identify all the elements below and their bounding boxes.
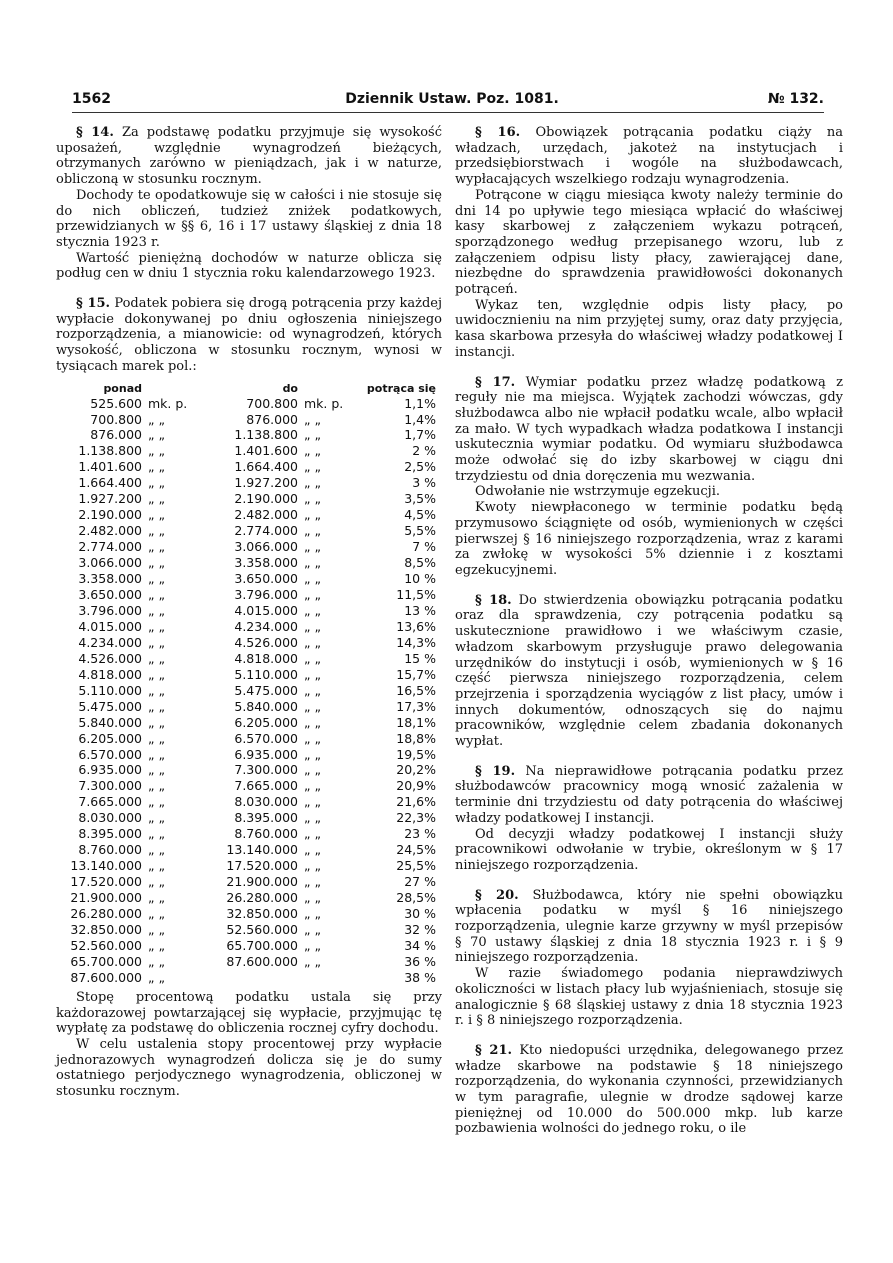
cell-unit: „ „ — [148, 427, 165, 443]
cell-from: 4.234.000 — [78, 634, 142, 650]
section-16-paragraph-2: Potrącone w ciągu miesiąca kwoty należy terminie do dni 14 po upływie tego miesiąca wpłacić do właściwej kasy skarbowej z załączeniem wykazu potrąceń, sporządzonego według przepisanego wzoru, lub z załączeniem odpisu listy płacy, zawierającej dane, niezbędne do sprawdzenia prawidłowości dokonanych potrąceń. — [455, 187, 843, 298]
cell-rate: 2,5% — [404, 459, 436, 475]
cell-from: 3.650.000 — [78, 586, 142, 602]
cell-rate: 8,5% — [404, 555, 436, 571]
table-row — [56, 922, 442, 938]
cell-from: 3.358.000 — [78, 571, 142, 587]
column-header-rate: potrąca się — [366, 381, 436, 395]
cell-rate: 38 % — [404, 969, 436, 985]
cell-rate: 34 % — [404, 937, 436, 953]
cell-unit: „ „ — [148, 634, 165, 650]
table-row — [56, 794, 442, 810]
cell-from: 1.138.800 — [78, 443, 142, 459]
cell-unit: „ „ — [148, 459, 165, 475]
table-row — [56, 539, 442, 555]
cell-from: 21.900.000 — [70, 890, 142, 906]
cell-rate: 16,5% — [396, 682, 436, 698]
cell-unit: „ „ — [148, 794, 165, 810]
cell-to: 1.401.600 — [234, 443, 298, 459]
cell-unit: „ „ — [304, 443, 321, 459]
cell-from: 8.030.000 — [78, 810, 142, 826]
cell-unit: „ „ — [304, 778, 321, 794]
cell-to: 13.140.000 — [226, 842, 298, 858]
cell-unit: „ „ — [304, 953, 321, 969]
cell-to: 8.760.000 — [234, 826, 298, 842]
cell-rate: 4,5% — [404, 507, 436, 523]
page-number: 1562 — [72, 91, 111, 107]
table-row — [56, 826, 442, 842]
cell-rate: 5,5% — [404, 523, 436, 539]
cell-unit: „ „ — [304, 874, 321, 890]
table-row — [56, 842, 442, 858]
cell-rate: 15,7% — [396, 666, 436, 682]
section-19-paragraph-2: Od decyzji władzy podatkowej I instancji służy pracownikowi odwołanie w trybie, określonym w § 17 niniejszego rozporządzenia. — [455, 826, 843, 873]
cell-from: 26.280.000 — [70, 906, 142, 922]
left-column — [56, 125, 442, 1100]
cell-from: 8.395.000 — [78, 826, 142, 842]
table-row — [56, 715, 442, 731]
cell-unit: „ „ — [148, 874, 165, 890]
cell-unit: „ „ — [148, 842, 165, 858]
table-row — [56, 747, 442, 763]
table-row — [56, 427, 442, 443]
cell-unit: „ „ — [304, 810, 321, 826]
cell-to: 3.066.000 — [234, 539, 298, 555]
table-row — [56, 762, 442, 778]
cell-unit: „ „ — [148, 411, 165, 427]
cell-rate: 21,6% — [396, 794, 436, 810]
cell-unit: „ „ — [304, 842, 321, 858]
cell-from: 5.840.000 — [78, 714, 142, 730]
cell-unit: „ „ — [148, 523, 165, 539]
section-14-paragraph-1: § 14. Za podstawę podatku przyjmuje się wysokość uposażeń, względnie wynagrodzeń bieżących, otrzymanych zarówno w pieniądzach, jak i w naturze, obliczoną w stosunku rocznym. — [56, 125, 442, 188]
section-14-paragraph-3: Wartość pieniężną dochodów w naturze oblicza się podług cen w dniu 1 stycznia roku kalendarzowego 1923. — [56, 250, 442, 282]
section-16-paragraph-1: § 16. Obowiązek potrącania podatku ciąży na władzach, urzędach, jakoteż na instytucjach i przedsiębiorstwach i wogóle na służbodawcach, wypłacających wszelkiego rodzaju wynagrodzenia. — [455, 125, 843, 188]
cell-to: 6.205.000 — [234, 714, 298, 730]
section-20-paragraph-1: § 20. Służbodawca, który nie spełni obowiązku wpłacenia podatku w myśl § 16 niniejszego rozporządzenia, ulegnie karze grzywny w myśl przepisów § 70 ustawy śląskiej z dnia 18 stycznia 1923 r. i § 9 niniejszego rozporządzenia. — [455, 887, 843, 966]
cell-rate: 36 % — [404, 953, 436, 969]
cell-to: 8.030.000 — [234, 794, 298, 810]
cell-to: 2.190.000 — [234, 491, 298, 507]
cell-rate: 20,2% — [396, 762, 436, 778]
table-row — [56, 603, 442, 619]
cell-unit: „ „ — [148, 922, 165, 937]
cell-rate: 10 % — [404, 571, 436, 587]
cell-unit: „ „ — [304, 794, 321, 810]
cell-from: 4.818.000 — [78, 666, 142, 682]
cell-unit: „ „ — [148, 778, 165, 794]
cell-to: 876.000 — [246, 411, 298, 427]
cell-rate: 2 % — [412, 443, 436, 459]
cell-unit: „ „ — [304, 922, 321, 937]
cell-from: 5.475.000 — [78, 698, 142, 714]
section-15-paragraph-3: W celu ustalenia stopy procentowej przy wypłacie jednorazowych wynagrodzeń dolicza się je do sumy ostatniego perjodycznego wynagrodzenia, obliczonej w stosunku rocznym. — [56, 1036, 442, 1100]
table-row — [56, 858, 442, 874]
column-header-from: ponad — [103, 381, 142, 395]
cell-to: 1.138.800 — [234, 427, 298, 443]
section-18-heading: § 18. — [475, 592, 512, 608]
tax-rate-table-body — [56, 396, 442, 986]
cell-rate: 30 % — [404, 906, 436, 922]
section-17-heading: § 17. — [475, 374, 516, 390]
table-row — [56, 810, 442, 826]
cell-unit: „ „ — [148, 443, 165, 459]
cell-from: 1.401.600 — [78, 459, 142, 475]
cell-unit: „ „ — [148, 906, 165, 922]
section-14-heading: § 14. — [76, 125, 114, 140]
table-row — [56, 523, 442, 539]
cell-to: 3.650.000 — [234, 571, 298, 587]
table-row — [56, 683, 442, 699]
table-row — [56, 507, 442, 523]
cell-unit: „ „ — [148, 555, 165, 571]
cell-unit: „ „ — [304, 937, 321, 953]
cell-from: 876.000 — [90, 427, 142, 443]
cell-from: 3.796.000 — [78, 602, 142, 618]
cell-rate: 32 % — [404, 922, 436, 937]
cell-unit: „ „ — [148, 730, 165, 746]
cell-rate: 15 % — [404, 650, 436, 666]
table-row — [56, 475, 442, 491]
cell-from: 7.665.000 — [78, 794, 142, 810]
cell-from: 8.760.000 — [78, 842, 142, 858]
section-19-paragraph-1: § 19. Na nieprawidłowe potrącania podatku przez służbodawców pracownicy mogą wnosić zażalenia w terminie dni trzydziestu od daty potrącenia do właściwej władzy podatkowej I instancji. — [455, 763, 843, 826]
cell-unit: „ „ — [304, 539, 321, 555]
cell-unit: „ „ — [148, 475, 165, 491]
cell-from: 3.066.000 — [78, 555, 142, 571]
cell-from: 2.774.000 — [78, 539, 142, 555]
table-row — [56, 396, 442, 412]
table-row — [56, 587, 442, 603]
cell-to: 6.935.000 — [234, 746, 298, 762]
table-row — [56, 412, 442, 428]
cell-unit: „ „ — [148, 650, 165, 666]
cell-from: 2.190.000 — [78, 507, 142, 523]
cell-rate: 1,4% — [404, 411, 436, 427]
cell-unit: „ „ — [304, 523, 321, 539]
table-row — [56, 699, 442, 715]
issue-number: № 132. — [767, 91, 824, 107]
cell-unit: „ „ — [148, 618, 165, 634]
cell-from: 6.205.000 — [78, 730, 142, 746]
table-row — [56, 954, 442, 970]
cell-from: 1.664.400 — [78, 475, 142, 491]
table-row — [56, 890, 442, 906]
section-16-heading: § 16. — [475, 125, 521, 140]
table-row — [56, 651, 442, 667]
cell-rate: 14,3% — [396, 634, 436, 650]
cell-unit: „ „ — [304, 634, 321, 650]
page-header — [72, 88, 824, 113]
cell-to: 32.850.000 — [226, 906, 298, 922]
section-15-paragraph-1: § 15. Podatek pobiera się drogą potrącenia przy każdej wypłacie dokonywanej po dniu ogłoszenia niniejszego rozporządzenia, a mianowicie: od wynagrodzeń, których wysokość, obliczona w stosunku rocznym, wynosi w tysiącach marek pol.: — [56, 296, 443, 374]
cell-from: 7.300.000 — [78, 778, 142, 794]
cell-to: 2.482.000 — [234, 507, 298, 523]
tax-rate-table — [56, 381, 442, 986]
cell-from: 17.520.000 — [70, 874, 142, 890]
table-header-row — [56, 381, 442, 396]
cell-unit: „ „ — [304, 618, 321, 634]
cell-unit: „ „ — [304, 858, 321, 874]
cell-to: 4.234.000 — [234, 618, 298, 634]
cell-to: 21.900.000 — [226, 874, 298, 890]
table-row — [56, 635, 442, 651]
cell-unit: „ „ — [304, 411, 321, 427]
cell-from: 65.700.000 — [70, 953, 142, 969]
cell-from: 13.140.000 — [70, 858, 142, 874]
cell-unit: „ „ — [304, 730, 321, 746]
cell-unit: „ „ — [304, 650, 321, 666]
cell-unit: „ „ — [148, 507, 165, 523]
cell-unit: „ „ — [304, 826, 321, 842]
cell-rate: 24,5% — [396, 842, 436, 858]
cell-from: 4.526.000 — [78, 650, 142, 666]
cell-to: 4.015.000 — [234, 602, 298, 618]
table-row — [56, 619, 442, 635]
cell-unit: „ „ — [304, 586, 321, 602]
cell-from: 1.927.200 — [78, 491, 142, 507]
section-16-paragraph-3: Wykaz ten, względnie odpis listy płacy, po uwidocznieniu na nim przyjętej sumy, oraz daty przyjęcia, kasa skarbowa przesyła do właściwej władzy podatkowej I instancji. — [455, 297, 843, 360]
cell-unit: „ „ — [148, 571, 165, 587]
cell-rate: 18,8% — [396, 730, 436, 746]
section-21-heading: § 21. — [475, 1042, 513, 1058]
cell-to: 1.664.400 — [234, 459, 298, 475]
cell-rate: 22,3% — [396, 810, 436, 826]
table-row — [56, 731, 442, 747]
cell-from: 5.110.000 — [78, 682, 142, 698]
cell-to: 8.395.000 — [234, 810, 298, 826]
cell-unit: „ „ — [304, 906, 321, 922]
cell-from: 32.850.000 — [70, 922, 142, 937]
cell-rate: 3 % — [412, 475, 436, 491]
cell-unit: „ „ — [304, 475, 321, 491]
cell-from: 700.800 — [90, 411, 142, 427]
cell-unit: „ „ — [148, 698, 165, 714]
cell-to: 5.475.000 — [234, 682, 298, 698]
cell-unit: „ „ — [148, 810, 165, 826]
cell-unit: „ „ — [304, 555, 321, 571]
column-header-to: do — [282, 381, 298, 395]
cell-unit: „ „ — [304, 746, 321, 762]
cell-from: 52.560.000 — [70, 937, 142, 953]
cell-to: 4.818.000 — [234, 650, 298, 666]
cell-unit: „ „ — [148, 746, 165, 762]
cell-from: 6.570.000 — [78, 746, 142, 762]
section-17-paragraph-2: Odwołanie nie wstrzymuje egzekucji. — [475, 484, 721, 500]
cell-unit: „ „ — [304, 427, 321, 443]
cell-from: 525.600 — [90, 395, 142, 411]
cell-to: 5.110.000 — [234, 666, 298, 682]
section-20-heading: § 20. — [475, 887, 519, 903]
cell-unit: „ „ — [304, 762, 321, 778]
cell-unit: „ „ — [148, 682, 165, 698]
cell-unit: „ „ — [148, 714, 165, 730]
table-row — [56, 555, 442, 571]
section-14-paragraph-2: Dochody te opodatkowuje się w całości i nie stosuje się do nich obliczeń, tudzież zniżek podatkowych, przewidzianych w §§ 6, 16 i 17 ustawy śląskiej z dnia 18 stycznia 1923 r. — [56, 187, 442, 250]
cell-rate: 1,1% — [404, 395, 436, 411]
cell-to: 7.665.000 — [234, 778, 298, 794]
cell-unit: „ „ — [304, 602, 321, 618]
cell-to: 2.774.000 — [234, 523, 298, 539]
section-15-heading: § 15. — [76, 296, 111, 312]
section-19-heading: § 19. — [475, 763, 516, 779]
cell-unit: „ „ — [148, 953, 165, 969]
cell-from: 4.015.000 — [78, 618, 142, 634]
cell-unit: „ „ — [304, 698, 321, 714]
cell-unit: „ „ — [148, 762, 165, 778]
cell-rate: 13 % — [404, 602, 436, 618]
cell-rate: 3,5% — [404, 491, 436, 507]
cell-from: 6.935.000 — [78, 762, 142, 778]
cell-unit: „ „ — [148, 826, 165, 842]
cell-to: 52.560.000 — [226, 922, 298, 937]
cell-unit: „ „ — [304, 714, 321, 730]
cell-unit — [298, 970, 352, 986]
cell-rate: 18,1% — [396, 714, 436, 730]
cell-rate: 20,9% — [396, 778, 436, 794]
cell-rate: 1,7% — [404, 427, 436, 443]
cell-to: 3.796.000 — [234, 586, 298, 602]
cell-unit: „ „ — [148, 602, 165, 618]
cell-to: 3.358.000 — [234, 555, 298, 571]
cell-unit: „ „ — [304, 682, 321, 698]
table-row — [56, 938, 442, 954]
table-row — [56, 874, 442, 890]
cell-to — [202, 970, 298, 986]
cell-unit: „ „ — [148, 890, 165, 906]
table-row — [56, 571, 442, 587]
cell-unit: „ „ — [148, 969, 165, 985]
cell-unit: „ „ — [304, 666, 321, 682]
cell-to: 700.800 — [246, 395, 298, 411]
cell-to: 87.600.000 — [226, 953, 298, 969]
cell-to: 6.570.000 — [234, 730, 298, 746]
cell-rate: 19,5% — [396, 746, 436, 762]
cell-to: 5.840.000 — [234, 698, 298, 714]
cell-rate: 7 % — [412, 539, 436, 555]
cell-unit: „ „ — [304, 459, 321, 475]
cell-unit: „ „ — [304, 571, 321, 587]
section-18-paragraph-1: § 18. Do stwierdzenia obowiązku potrącania podatku oraz dla sprawdzenia, czy potrącenia podatku są uskutecznione prawidłowo i we właściwym czasie, władzom skarbowym przysługuje prawo delegowania urzędników do instytucji i osób, wymienionych w § 16 część pierwsza niniejszego rozporządzenia, celem przejrzenia i sporządzenia wyciągów z list płacy, umów i innych dokumentów, odnoszących się do najmu pracowników, względnie celem zbadania dokonanych wypłat. — [455, 592, 843, 750]
section-17-paragraph-3: Kwoty niewpłaconego w terminie podatku będą przymusowo ściągnięte od osób, wymienionych w części pierwszej § 16 niniejszego rozporządzenia, wraz z karami za zwłokę w wysokości 5% dziennie i z kosztami egzekucyjnemi. — [455, 500, 843, 578]
cell-to: 7.300.000 — [234, 762, 298, 778]
cell-unit: mk. p. — [148, 395, 188, 411]
table-row — [56, 667, 442, 683]
table-row — [56, 443, 442, 459]
cell-rate: 17,3% — [396, 698, 436, 714]
cell-unit: „ „ — [148, 586, 165, 602]
right-column — [455, 125, 843, 1137]
journal-title: Dziennik Ustaw. Poz. 1081. — [345, 91, 559, 107]
cell-from: 2.482.000 — [78, 523, 142, 539]
cell-unit: „ „ — [304, 890, 321, 906]
section-21-paragraph-1: § 21. Kto niedopuści urzędnika, delegowanego przez władze skarbowe na podstawie § 18 niniejszego rozporządzenia, do wykonania czynności, przewidzianych w tym paragrafie, ulegnie w drodze sądowej karze pieniężnej od 10.000 do 500.000 mkp. lub karze pozbawienia wolności do jednego roku, o ile — [455, 1042, 843, 1137]
table-row — [56, 778, 442, 794]
cell-unit: „ „ — [304, 507, 321, 523]
cell-rate: 11,5% — [396, 586, 436, 602]
cell-to: 1.927.200 — [234, 475, 298, 491]
cell-unit: „ „ — [148, 491, 165, 507]
cell-to: 26.280.000 — [226, 890, 298, 906]
cell-unit: „ „ — [148, 539, 165, 555]
cell-rate: 13,6% — [396, 618, 436, 634]
cell-to: 17.520.000 — [226, 858, 298, 874]
cell-rate: 23 % — [404, 826, 436, 842]
cell-unit: mk. p. — [304, 395, 344, 411]
section-20-paragraph-2: W razie świadomego podania nieprawdziwych okoliczności w listach płacy lub wyjaśnieniach, stosuje się analogicznie § 68 śląskiej ustawy z dnia 18 stycznia 1923 r. i § 8 niniejszego rozporządzenia. — [455, 966, 843, 1029]
cell-from: 87.600.000 — [70, 969, 142, 985]
cell-rate: 28,5% — [396, 890, 436, 906]
cell-to: 65.700.000 — [226, 937, 298, 953]
section-17-paragraph-1: § 17. Wymiar podatku przez władzę podatkową z reguły nie ma miejsca. Wyjątek zachodzi wówczas, gdy służbodawca albo nie wpłacił podatku wcale, albo wpłacił za mało. W tych wypadkach władza podatkowa I instancji uskutecznia wymiar podatku. Od wymiaru służbodawca może odwołać się do izby skarbowej w ciągu dni trzydziestu od dnia doręczenia mu wezwania. — [455, 374, 843, 484]
table-row — [56, 491, 442, 507]
cell-unit: „ „ — [148, 858, 165, 874]
cell-to: 4.526.000 — [234, 634, 298, 650]
cell-rate: 25,5% — [396, 858, 436, 874]
cell-rate: 27 % — [404, 874, 436, 890]
table-row — [56, 906, 442, 922]
table-row — [56, 459, 442, 475]
section-15-paragraph-2: Stopę procentową podatku ustala się przy każdorazowej powtarzającej się wypłacie, przyjmując tę wypłatę za podstawę do obliczenia rocznej cyfry dochodu. — [56, 989, 442, 1037]
cell-unit: „ „ — [148, 937, 165, 953]
cell-unit: „ „ — [148, 666, 165, 682]
table-row — [56, 970, 442, 986]
cell-unit: „ „ — [304, 491, 321, 507]
